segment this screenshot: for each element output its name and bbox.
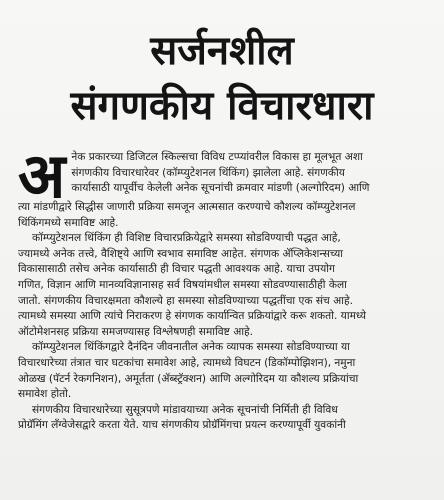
drop-cap: अ: [18, 139, 66, 212]
paragraph-line: कार्यासाठी यापूर्वीच केलेली अनेक सूचनांची क्रमवार मांडणी (अल्गोरिदम) आणि: [71, 182, 370, 195]
paragraph-line: ज्यामध्ये अनेक तत्त्वे, वैशिष्ट्ये आणि स्वभाव समाविष्ट आहेत. संगणक ॲप्लिकेशन्सच्या: [18, 247, 344, 260]
paragraph-1: [18, 139, 432, 231]
paragraph-line: संगणकीय विचारधारेवर (कॉम्प्युटेशनल थिंकिंग) झालेला आहे. संगणकीय: [71, 166, 345, 179]
article-body: [18, 139, 432, 434]
paragraph-line: ऑटोमेशनसह प्रक्रिया समजण्यासह विश्लेषणही समाविष्ट आहे.: [18, 325, 254, 338]
paragraph-line: त्या मांडणीद्वारे सिद्धीस जाणारी प्रक्रिया समजून आत्मसात करण्याचे कौशल्य कॉम्प्युटेशनल: [18, 201, 356, 213]
headline-line-2: संगणकीय विचारधारा: [70, 83, 374, 129]
headline-line-1: सर्जनशील: [150, 28, 294, 74]
paragraph-line: थिंकिंगमध्ये समाविष्ट आहे.: [18, 216, 119, 229]
paragraph-line: विकासासाठी तसेच अनेक कार्यासाठी ही विचार पद्धती आवश्यक आहे. याचा उपयोग: [18, 263, 335, 276]
paragraph-line: जातो. संगणकीय विचारक्षमता कौशल्ये हा समस्या सोडविण्याच्या पद्धतींचा एक संच आहे.: [18, 294, 353, 307]
paragraph-line: गणित, विज्ञान आणि मानव्यविज्ञानासह सर्व विषयांमधील समस्या सोडवण्यासाठीही केला: [18, 278, 347, 291]
paragraph-line: त्यामध्ये समस्या आणि त्यांचे निराकरण हे संगणक कार्यान्वित प्रक्रियांद्वारे करू शकतो. यामध्ये: [18, 310, 367, 323]
paragraph-line: विचारधारेच्या तंत्रात चार घटकांचा समावेश आहे, त्यामध्ये विघटन (डिकॉम्पोझिशन), नमुना: [18, 356, 356, 369]
paragraph-line: समावेश होतो.: [18, 388, 72, 401]
paragraph-4: [18, 403, 432, 434]
paragraph-line: संगणकीय विचारधारेच्या सुसूत्रपणे मांडावयाच्या अनेक सूचनांची निर्मिती ही विविध: [32, 403, 338, 416]
paragraph-2: [18, 231, 432, 340]
paragraph-3: [18, 340, 432, 402]
paragraph-line: कॉम्प्युटेशनल थिंकिंग ही विशिष्ट विचारप्रक्रियेद्वारे समस्या सोडविण्याची पद्धत आहे,: [32, 232, 341, 245]
paragraph-line: ओळख (पॅटर्न रेकगनिशन), अमूर्तता (ॲब्स्ट्रॅक्शन) आणि अल्गोरिदम या कौशल्य प्रक्रियांचा: [18, 372, 359, 385]
paragraph-line: प्रोग्रॅमिंग लँग्वेजेसद्वारे करता येते. याच संगणकीय प्रोग्रॅमिंगचा प्रयत्न करण्यापूर्वी युवकांनी: [18, 419, 346, 432]
paragraph-line: नेक प्रकारच्या डिजिटल स्किल्सचा विविध टप्प्यांवरील विकास हा मूलभूत अशा: [71, 151, 363, 163]
paragraph-line: कॉम्प्युटेशनल थिंकिंगद्वारे दैनंदिन जीवनातील अनेक व्यापक समस्या सोडविण्याच्या या: [32, 341, 350, 354]
